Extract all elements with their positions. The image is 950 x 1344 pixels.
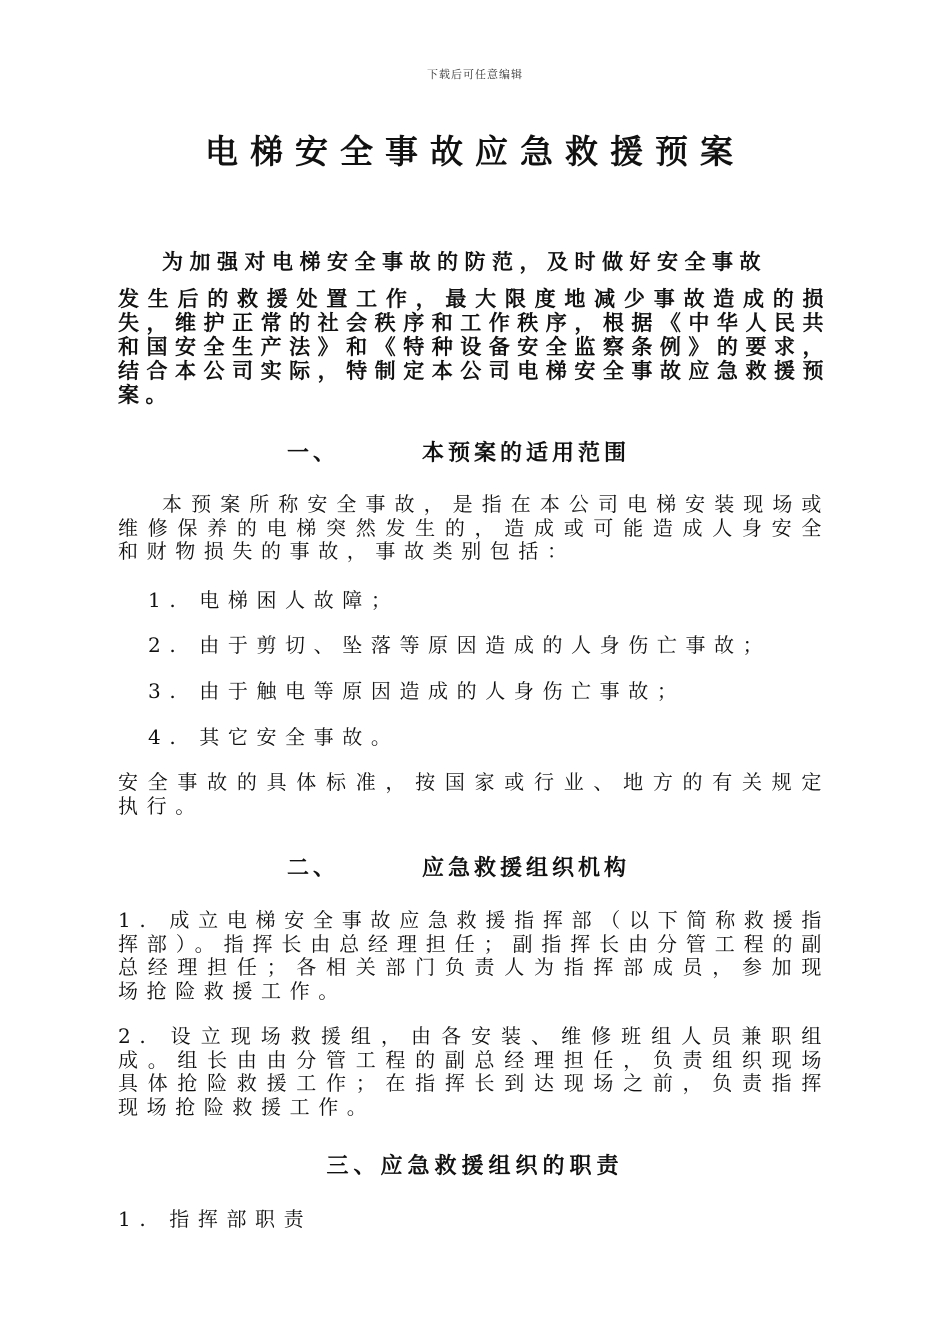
section1-closing: 安全事故的具体标准，按国家或行业、地方的有关规定执行。: [118, 770, 830, 818]
section1-item-2: 2. 由于剪切、坠落等原因造成的人身伤亡事故；: [148, 633, 772, 657]
section1-paragraph: 本预案所称安全事故，是指在本公司电梯安装现场或维修保养的电梯突然发生的，造成或可能造成人身安全和财物损失的事故，事故类别包括：: [118, 492, 830, 563]
section2-number: 二、: [287, 856, 340, 881]
document-title: 电梯安全事故应急救援预案: [205, 132, 745, 171]
section1-item-1: 1. 电梯困人故障；: [148, 588, 400, 612]
section2-paragraph-2: 2. 设立现场救援组，由各安装、维修班组人员兼职组成。组长由由分管工程的副总经理担任，负责组织现场具体抢险救援工作；在指挥长到达现场之前，负责指挥现场抢险救援工作。: [118, 1024, 830, 1119]
header-note: 下载后可任意编辑: [427, 68, 523, 81]
section2-title: 应急救援组织机构: [422, 856, 631, 881]
section1-item-3: 3. 由于触电等原因造成的人身伤亡事故；: [148, 679, 686, 703]
section3-sub-item: 1. 指挥部职责: [118, 1207, 313, 1231]
section1-number: 一、: [287, 441, 340, 466]
section1-item-4: 4. 其它安全事故。: [148, 725, 400, 749]
section2-paragraph-1: 1. 成立电梯安全事故应急救援指挥部（以下简称救援指挥部）。指挥长由总经理担任；副指挥长由分管工程的副总经理担任；各相关部门负责人为指挥部成员，参加现场抢险救援工作。: [118, 908, 830, 1003]
section1-title: 本预案的适用范围: [422, 441, 631, 466]
intro-first-line: 为加强对电梯安全事故的防范，及时做好安全事故: [162, 250, 767, 274]
section3-heading: 三、应急救援组织的职责: [326, 1154, 624, 1179]
intro-paragraph: 发生后的救援处置工作，最大限度地减少事故造成的损失，维护正常的社会秩序和工作秩序，根据《中华人民共和国安全生产法》和《特种设备安全监察条例》的要求，结合本公司实际，特制定本公司电梯安全事故应急救援预案。: [118, 287, 830, 407]
